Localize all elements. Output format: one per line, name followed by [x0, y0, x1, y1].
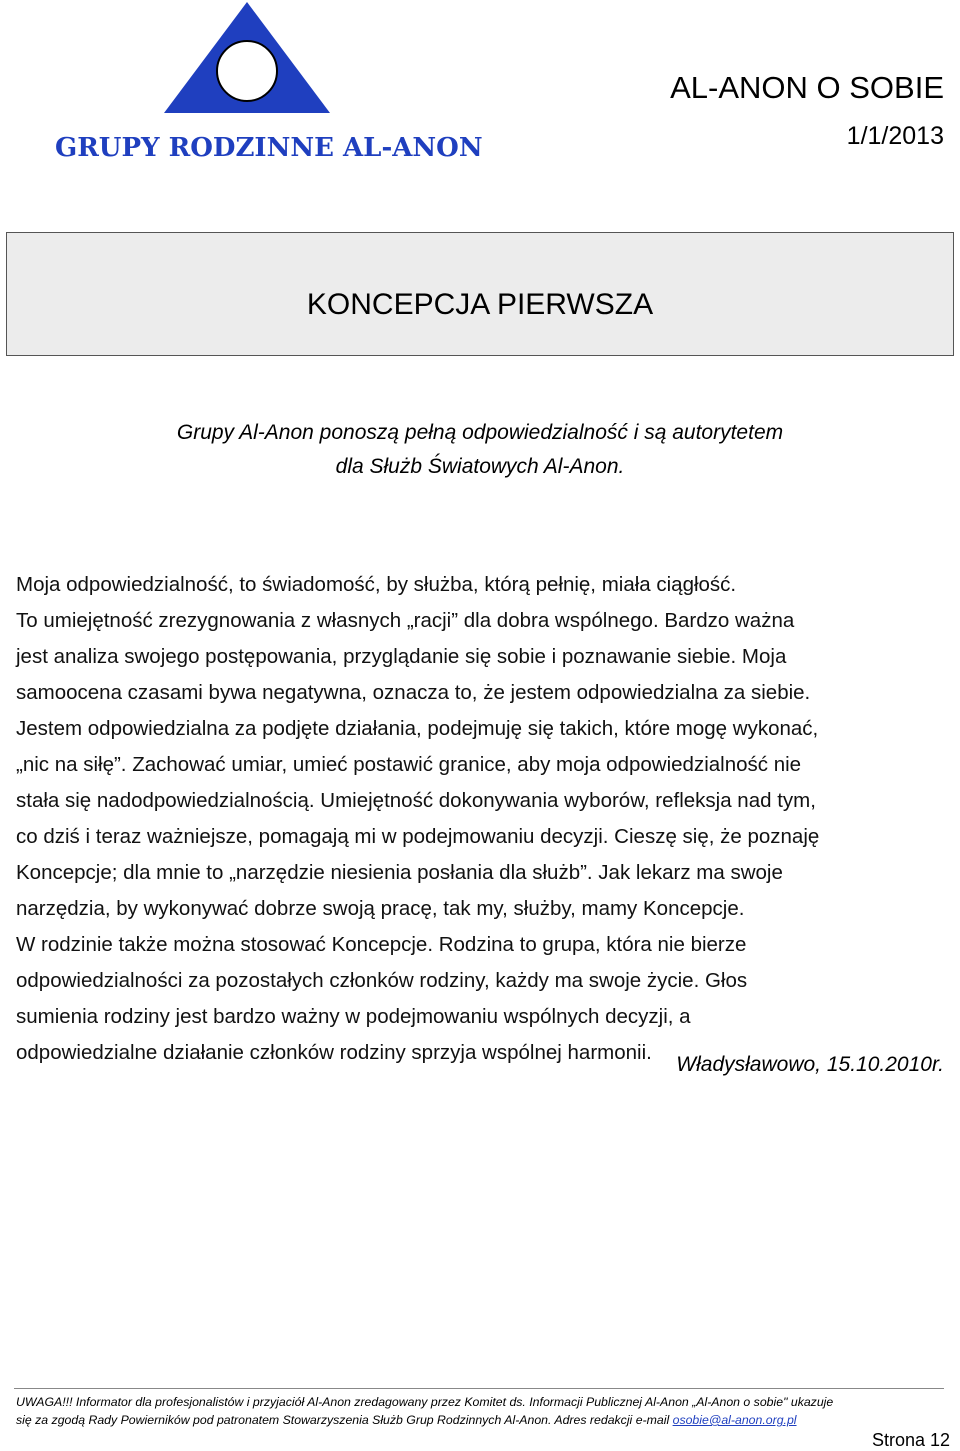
body-line: Jestem odpowiedzialna za podjęte działania, podejmuję się takich, które mogę wykonać, — [16, 717, 819, 740]
motto-line-1: Grupy Al-Anon ponoszą pełną odpowiedzialność i są autorytetem — [176, 421, 784, 444]
body-line: samoocena czasami bywa negatywna, oznacza to, że jestem odpowiedzialna za siebie. — [16, 681, 811, 704]
footer-email-link[interactable]: osobie@al-anon.org.pl — [672, 1413, 797, 1427]
footer-notice-line-1: UWAGA!!! Informator dla profesjonalistów i przyjaciół Al-Anon zredagowany przez Komitet ds. Informacji Publicznej Al-Anon „Al-Anon o sobie" ukazuje — [16, 1395, 834, 1409]
footer-notice-line-2 — [16, 1413, 797, 1427]
al-anon-logo — [162, 0, 332, 115]
body-line: jest analiza swojego postępowania, przyglądanie się sobie i poznawanie siebie. Moja — [16, 645, 787, 668]
organization-name: GRUPY RODZINNE AL-ANON — [55, 133, 483, 163]
newsletter-title: AL-ANON O SOBIE — [670, 70, 944, 105]
logo-circle — [217, 41, 277, 101]
footer-divider — [14, 1388, 944, 1389]
body-line: To umiejętność zrezygnowania z własnych „racji” dla dobra wspólnego. Bardzo ważna — [16, 609, 795, 632]
body-line: narzędzia, by wykonywać dobrze swoją pracę, tak my, służby, mamy Koncepcje. — [16, 897, 745, 920]
body-line: W rodzinie także można stosować Koncepcje. Rodzina to grupa, która nie bierze — [16, 933, 747, 956]
article-title: KONCEPCJA PIERWSZA — [306, 288, 654, 321]
footer-notice-text: się za zgodą Rady Powierników pod patronatem Stowarzyszenia Służb Grup Rodzinnych Al-Anon. Adres redakcji e-mail — [16, 1413, 673, 1427]
body-line: Koncepcje; dla mnie to „narzędzie niesienia posłania dla służb”. Jak lekarz ma swoje — [16, 861, 783, 884]
body-line: stała się nadodpowiedzialnością. Umiejętność dokonywania wyborów, refleksja nad tym, — [16, 789, 816, 812]
body-line: odpowiedzialności za pozostałych członków rodziny, każdy ma swoje życie. Głos — [16, 969, 748, 992]
body-line: co dziś i teraz ważniejsze, pomagają mi w podejmowaniu decyzji. Cieszę się, że poznaję — [16, 825, 820, 848]
newsletter-date: 1/1/2013 — [846, 122, 944, 150]
body-line: sumienia rodziny jest bardzo ważny w podejmowaniu wspólnych decyzji, a — [16, 1005, 691, 1028]
motto-line-2: dla Służb Światowych Al-Anon. — [335, 455, 625, 478]
body-line: „nic na siłę”. Zachować umiar, umieć postawić granice, aby moja odpowiedzialność nie — [16, 753, 802, 776]
body-line: odpowiedzialne działanie członków rodziny sprzyja wspólnej harmonii. — [16, 1041, 652, 1064]
page-number: Strona 12 — [871, 1430, 950, 1450]
signature: Władysławowo, 15.10.2010r. — [676, 1053, 944, 1076]
body-line: Moja odpowiedzialność, to świadomość, by służba, którą pełnię, miała ciągłość. — [16, 573, 737, 596]
